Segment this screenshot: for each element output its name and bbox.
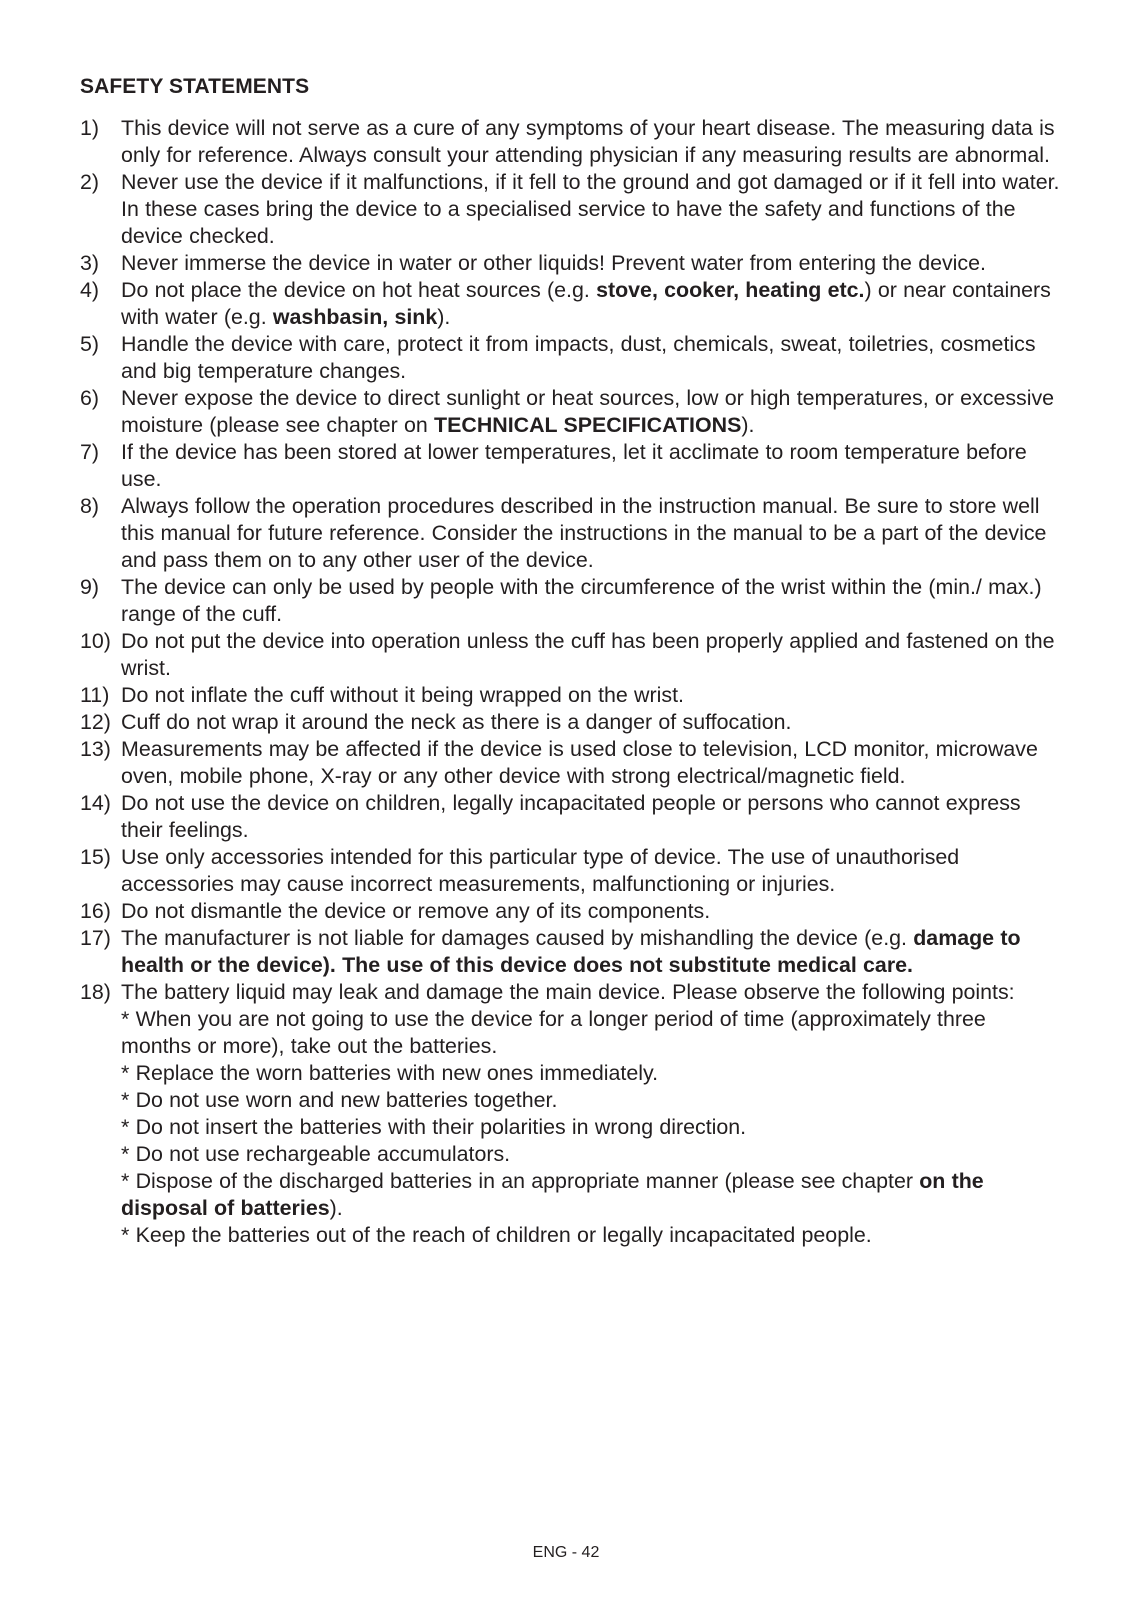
text-segment: Cuff do not wrap it around the neck as there is a danger of suffocation. — [121, 710, 792, 734]
text-segment: * Keep the batteries out of the reach of children or legally incapacitated people. — [121, 1223, 872, 1247]
item-number: 11) — [80, 683, 110, 707]
text-segment: The device can only be used by people with the circumference of the wrist within the (min./ max.) range of the cuff. — [121, 575, 1042, 626]
item-text — [121, 332, 1036, 383]
item-number: 3) — [80, 251, 100, 275]
item-number: 2) — [80, 170, 100, 194]
text-segment: * Dispose of the discharged batteries in an appropriate manner (please see chapter — [121, 1169, 920, 1193]
item-number: 10) — [80, 629, 111, 653]
item-number: 5) — [80, 332, 100, 356]
text-segment: Never expose the device to direct sunlight or heat sources, low or high temperatures, or excessive moisture (please see chapter on — [121, 386, 1055, 437]
bold-text: damage to health or the device). The use of this device does not substitute medical care. — [121, 926, 1021, 977]
text-segment: * Do not insert the batteries with their polarities in wrong direction. — [121, 1115, 747, 1139]
text-segment: Do not inflate the cuff without it being wrapped on the wrist. — [121, 683, 684, 707]
battery-instruction — [121, 1006, 1060, 1060]
battery-instruction — [121, 1087, 1060, 1114]
text-segment: ). — [437, 305, 451, 329]
safety-statement-item — [80, 925, 1060, 979]
bold-text: TECHNICAL SPECIFICATIONS — [434, 413, 742, 437]
safety-statement-item — [80, 628, 1060, 682]
item-number: 8) — [80, 494, 100, 518]
safety-statement-item — [80, 736, 1060, 790]
text-segment: ) or near containers with water (e.g. — [121, 278, 1051, 329]
item-number: 6) — [80, 386, 100, 410]
battery-instruction — [121, 1222, 1060, 1249]
item-text — [121, 440, 1027, 491]
text-segment: Do not put the device into operation unless the cuff has been properly applied and fastened on the wrist. — [121, 629, 1055, 680]
text-segment: Never use the device if it malfunctions, if it fell to the ground and got damaged or if it fell into water. In these cases bring the device to a specialised service to have the safety and functions of the device checked. — [121, 170, 1060, 248]
text-segment: The battery liquid may leak and damage the main device. Please observe the following points: — [121, 980, 1015, 1004]
item-text — [121, 575, 1042, 626]
text-segment: * Do not use worn and new batteries together. — [121, 1088, 558, 1112]
item-number: 17) — [80, 926, 111, 950]
item-text — [121, 980, 1015, 1004]
safety-statement-item — [80, 277, 1060, 331]
text-segment: This device will not serve as a cure of any symptoms of your heart disease. The measuring data is only for reference. Always consult your attending physician if any measuring results are abnormal. — [121, 116, 1055, 167]
document-page — [80, 73, 1060, 1249]
safety-statement-item — [80, 574, 1060, 628]
item-text — [121, 629, 1054, 680]
battery-instruction — [121, 1060, 1060, 1087]
item-text — [121, 791, 1021, 842]
item-text — [121, 737, 1038, 788]
item-text — [121, 926, 1021, 977]
item-number: 18) — [80, 980, 111, 1004]
safety-statement-item — [80, 898, 1060, 925]
safety-statement-item — [80, 439, 1060, 493]
safety-statement-item — [80, 979, 1060, 1249]
text-segment: Handle the device with care, protect it from impacts, dust, chemicals, sweat, toiletries, cosmetics and big temperature changes. — [121, 332, 1036, 383]
text-segment: Do not dismantle the device or remove any of its components. — [121, 899, 711, 923]
safety-statement-item — [80, 115, 1060, 169]
safety-statement-item — [80, 790, 1060, 844]
item-number: 12) — [80, 710, 111, 734]
text-segment: The manufacturer is not liable for damages caused by mishandling the device (e.g. — [121, 926, 914, 950]
item-text — [121, 710, 792, 734]
page-footer: ENG - 42 — [532, 1544, 600, 1561]
section-heading: SAFETY STATEMENTS — [80, 75, 310, 98]
item-text — [121, 845, 959, 896]
item-text — [121, 386, 1054, 437]
text-segment: * When you are not going to use the device for a longer period of time (approximately three months or more), take out the batteries. — [121, 1007, 986, 1058]
text-segment: * Replace the worn batteries with new ones immediately. — [121, 1061, 659, 1085]
bold-text: washbasin, sink — [272, 305, 438, 329]
battery-instruction — [121, 1114, 1060, 1141]
item-number: 14) — [80, 791, 111, 815]
item-text — [121, 494, 1046, 572]
item-text — [121, 170, 1059, 248]
item-text — [121, 116, 1055, 167]
item-number: 7) — [80, 440, 100, 464]
text-segment: Use only accessories intended for this particular type of device. The use of unauthorised accessories may cause incorrect measurements, malfunctioning or injuries. — [121, 845, 960, 896]
safety-statement-item — [80, 250, 1060, 277]
text-segment: Measurements may be affected if the device is used close to television, LCD monitor, microwave oven, mobile phone, X-ray or any other device with strong electrical/magnetic field. — [121, 737, 1038, 788]
text-segment: * Do not use rechargeable accumulators. — [121, 1142, 511, 1166]
text-segment: ). — [741, 413, 755, 437]
item-text — [121, 683, 684, 707]
text-segment: ). — [329, 1196, 343, 1220]
safety-statements-list — [80, 115, 1060, 1249]
safety-statement-item — [80, 385, 1060, 439]
item-text — [121, 899, 710, 923]
bold-text: stove, cooker, heating etc. — [596, 278, 865, 302]
text-segment: If the device has been stored at lower temperatures, let it acclimate to room temperature before use. — [121, 440, 1027, 491]
battery-instruction — [121, 1141, 1060, 1168]
text-segment: Do not place the device on hot heat sources (e.g. — [121, 278, 597, 302]
item-text — [121, 251, 986, 275]
safety-statement-item — [80, 493, 1060, 574]
text-segment: Never immerse the device in water or other liquids! Prevent water from entering the device. — [121, 251, 986, 275]
item-number: 4) — [80, 278, 100, 302]
safety-statement-item — [80, 844, 1060, 898]
item-number: 15) — [80, 845, 111, 869]
safety-statement-item — [80, 169, 1060, 250]
safety-statement-item — [80, 331, 1060, 385]
battery-instruction — [121, 1168, 1060, 1222]
item-number: 16) — [80, 899, 111, 923]
safety-statement-item — [80, 709, 1060, 736]
item-text — [121, 278, 1051, 329]
text-segment: Do not use the device on children, legally incapacitated people or persons who cannot express their feelings. — [121, 791, 1021, 842]
item-number: 1) — [80, 116, 100, 140]
safety-statement-item — [80, 682, 1060, 709]
item-number: 9) — [80, 575, 100, 599]
bold-text: on the disposal of batteries — [121, 1169, 984, 1220]
text-segment: Always follow the operation procedures described in the instruction manual. Be sure to store well this manual for future reference. Consider the instructions in the manual to be a part of the device and pass them on to any other user of the device. — [121, 494, 1047, 572]
item-number: 13) — [80, 737, 111, 761]
